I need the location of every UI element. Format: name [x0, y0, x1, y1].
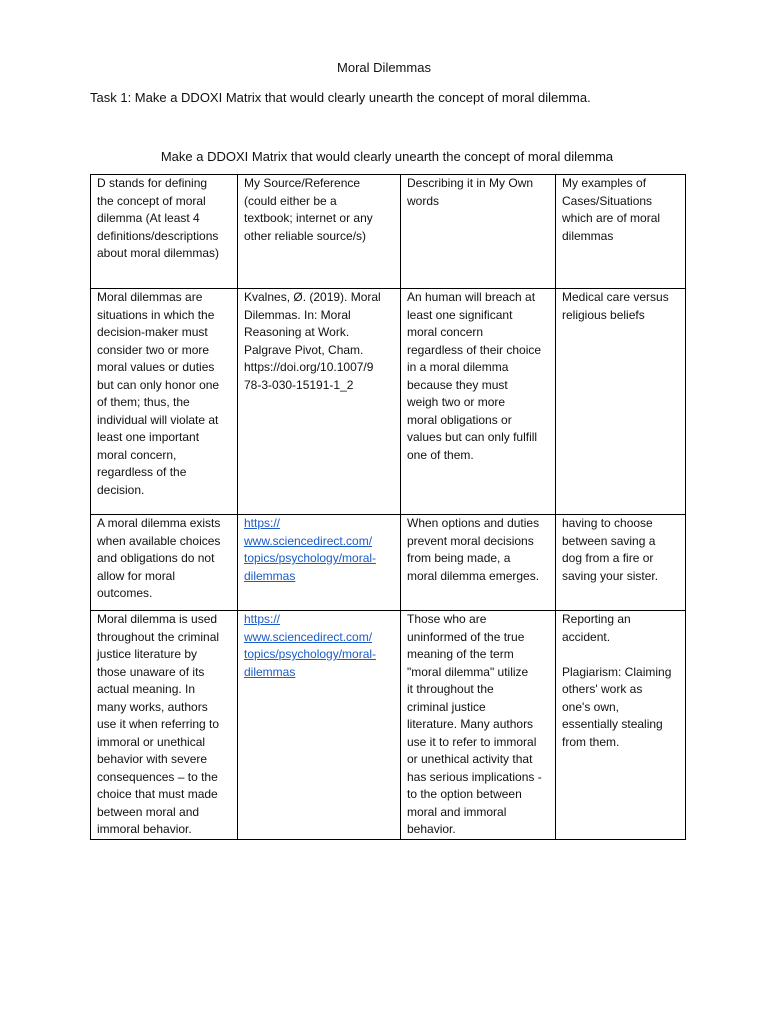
table-caption: Make a DDOXI Matrix that would clearly unearth the concept of moral dilemma	[160, 149, 614, 164]
examples-text: having to choose between saving a dog from a fire or saving your sister.	[562, 516, 659, 583]
header-cell-own-words	[401, 175, 556, 289]
table-row	[91, 289, 686, 515]
own-words-text: Those who are uninformed of the true meaning of the term "moral dilemma" utilize it throughout the criminal justice literature. Many authors use it to refer to immoral or unethical activity that has serious implications - to the option between moral and immoral behavior.	[407, 612, 542, 836]
header-examples-text: My examples of Cases/Situations which are of moral dilemmas	[562, 176, 661, 243]
header-cell-source	[238, 175, 401, 289]
examples-text: Reporting an accident. Plagiarism: Claiming others' work as one's own, essentially stealing from them.	[562, 612, 672, 749]
header-cell-examples	[556, 175, 686, 289]
own-words-text: When options and duties prevent moral decisions from being made, a moral dilemma emerges.	[407, 516, 540, 583]
examples-cell	[556, 611, 686, 840]
source-cell	[238, 611, 401, 840]
task-instruction: Task 1: Make a DDOXI Matrix that would clearly unearth the concept of moral dilemma.	[90, 90, 591, 105]
source-text: Kvalnes, Ø. (2019). Moral Dilemmas. In: Moral Reasoning at Work. Palgrave Pivot, Cham. https://doi.org/10.1007/9 78-3-030-15191-1_2	[244, 290, 381, 392]
source-cell	[238, 289, 401, 515]
examples-text: Medical care versus religious beliefs	[562, 290, 669, 322]
header-own-words-text: Describing it in My Own words	[407, 176, 534, 208]
definition-cell	[91, 289, 238, 515]
source-cell	[238, 515, 401, 611]
examples-cell	[556, 289, 686, 515]
header-source-text: My Source/Reference (could either be a textbook; internet or any other reliable source/s)	[244, 176, 373, 243]
source-link[interactable]: https:// www.sciencedirect.com/ topics/psychology/moral- dilemmas	[244, 612, 377, 679]
definition-text: A moral dilemma exists when available choices and obligations do not allow for moral outcomes.	[97, 516, 221, 600]
own-words-cell	[401, 515, 556, 611]
source-link[interactable]: https:// www.sciencedirect.com/ topics/psychology/moral- dilemmas	[244, 516, 377, 583]
table-header-row	[91, 175, 686, 289]
examples-cell	[556, 515, 686, 611]
own-words-cell	[401, 289, 556, 515]
own-words-text: An human will breach at least one significant moral concern regardless of their choice in a moral dilemma because they must weigh two or more moral obligations or values but can only fulfill one of them.	[407, 290, 542, 462]
own-words-cell	[401, 611, 556, 840]
header-cell-definition	[91, 175, 238, 289]
definition-text: Moral dilemma is used throughout the criminal justice literature by those unaware of its actual meaning. In many works, authors use it when referring to immoral or unethical behavior with severe consequences – to the choice that must made between moral and immoral behavior.	[97, 612, 220, 836]
definition-text: Moral dilemmas are situations in which the decision-maker must consider two or more moral values or duties but can only honor one of them; thus, the individual will violate at least one important moral concern, regardless of the decision.	[97, 290, 220, 497]
definition-cell	[91, 611, 238, 840]
page-title: Moral Dilemmas	[337, 60, 431, 75]
header-definition-text: D stands for defining the concept of moral dilemma (At least 4 definitions/descriptions about moral dilemmas)	[97, 176, 220, 260]
table-row	[91, 611, 686, 840]
definition-cell	[91, 515, 238, 611]
ddoxi-matrix-table	[90, 174, 686, 840]
table-row	[91, 515, 686, 611]
